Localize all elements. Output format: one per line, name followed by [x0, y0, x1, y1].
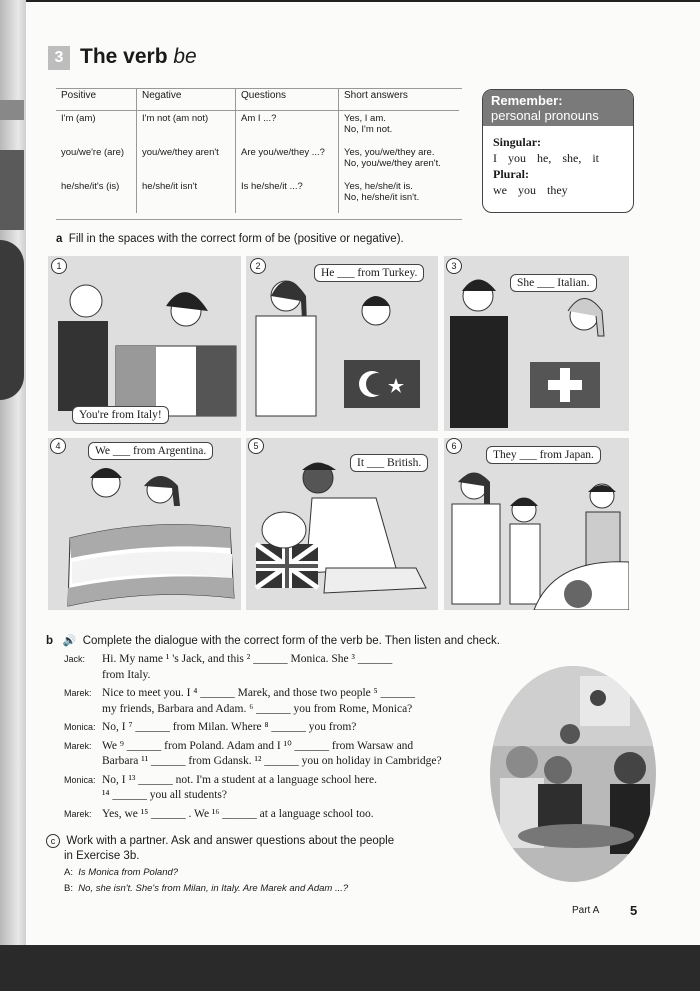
example-text: Is Monica from Poland? — [78, 867, 179, 878]
remember-header — [483, 90, 633, 126]
speech-bubble: They ___ from Japan. — [486, 446, 601, 464]
instruction-text: in Exercise 3b. — [64, 850, 140, 862]
bottom-shadow — [0, 945, 700, 991]
dialogue-line — [64, 739, 442, 755]
table-cell: Is he/she/it ...? — [236, 179, 339, 213]
dialogue — [64, 652, 442, 822]
exercise-a-instruction — [56, 233, 404, 245]
line-text: my friends, Barbara and Adam. ⁶ ______ you from Rome, Monica? — [102, 702, 413, 715]
short-answer-no: No, he/she/it isn't. — [344, 192, 420, 203]
illustration-panel-2 — [246, 256, 438, 431]
instruction-text: Complete the dialogue with the correct form of the verb be. Then listen and check. — [82, 635, 500, 647]
line-text: Yes, we ¹⁵ ______ . We ¹⁶ ______ at a language school too. — [102, 807, 374, 820]
speaker: Marek: — [64, 688, 92, 698]
exercise-letter: a — [56, 233, 63, 245]
speaker: Marek: — [64, 740, 92, 751]
singular-label: Singular: — [493, 135, 542, 149]
short-answer-no: No, you/we/they aren't. — [344, 158, 441, 169]
table-cell: you/we/they aren't — [137, 145, 236, 179]
table-cell: he/she/it isn't — [137, 179, 236, 213]
illustration-panel-4 — [48, 438, 241, 610]
spine-photo — [0, 150, 24, 230]
table-cell — [339, 111, 460, 146]
remember-subtitle: personal pronouns — [491, 108, 599, 123]
example-label: A: — [64, 867, 73, 878]
short-answer-yes: Yes, he/she/it is. — [344, 181, 413, 192]
audio-icon[interactable]: 🔊 — [62, 635, 77, 647]
instruction-text: Fill in the spaces with the correct form of be (positive or negative). — [68, 233, 404, 245]
illustration-panel-5 — [246, 438, 438, 610]
exercise-letter: c — [46, 834, 60, 848]
speech-bubble: You're from Italy! — [72, 406, 169, 424]
line-text: No, I ¹³ ______ not. I'm a student at a language school here. — [102, 773, 377, 786]
illustration-turkey — [246, 256, 438, 431]
speaker: Jack: — [64, 654, 86, 664]
speech-bubble: We ___ from Argentina. — [88, 442, 213, 460]
illustration-panel-3 — [444, 256, 629, 431]
panel-number: 3 — [446, 258, 462, 274]
illustration-argentina — [48, 438, 241, 610]
speech-bubble: She ___ Italian. — [510, 274, 597, 292]
line-text: Hi. My name ¹ 's Jack, and this ² ______ Monica. She ³ ______ — [102, 653, 393, 665]
example-text: No, she isn't. She's from Milan, in Italy. Are Marek and Adam ...? — [78, 883, 349, 894]
section-number: 3 — [48, 46, 70, 70]
exercise-c-instruction — [46, 834, 394, 864]
dialogue-line — [64, 652, 442, 668]
remember-title: Remember: — [491, 93, 563, 108]
table-cell: he/she/it's (is) — [61, 181, 120, 192]
table-row — [56, 145, 459, 179]
line-text: No, I ⁷ ______ from Milan. Where ⁸ ______ you from? — [102, 721, 357, 733]
table-row — [56, 179, 459, 213]
spine-shadow — [0, 100, 24, 120]
grammar-header-row — [56, 88, 459, 111]
speech-bubble: It ___ British. — [350, 454, 428, 472]
cafe-scene — [490, 666, 656, 882]
short-answer-yes: Yes, I am. — [344, 113, 386, 124]
example-a — [64, 867, 178, 878]
speaker: Marek: — [64, 808, 92, 819]
short-answer-no: No, I'm not. — [344, 124, 393, 135]
spine-figure — [0, 240, 24, 400]
table-cell: I'm (am) — [61, 113, 96, 124]
panel-number: 6 — [446, 438, 462, 454]
dialogue-line — [64, 807, 442, 823]
instruction-text: Work with a partner. Ask and answer questions about the people — [66, 835, 395, 847]
dialogue-line — [64, 773, 442, 789]
singular-pronouns: I you he, she, it — [493, 151, 599, 165]
header-negative: Negative — [137, 88, 236, 111]
top-border — [26, 0, 700, 2]
dialogue-line — [64, 686, 442, 702]
speaker: Monica: — [64, 774, 96, 785]
panel-number: 2 — [250, 258, 266, 274]
table-cell: Are you/we/they ...? — [236, 145, 339, 179]
table-row — [56, 111, 459, 146]
panel-number: 1 — [51, 258, 67, 274]
line-text: Barbara ¹¹ ______ from Gdansk. ¹² ______ you on holiday in Cambridge? — [102, 755, 442, 767]
header-short-answers: Short answers — [339, 88, 460, 111]
table-cell: I'm not (am not) — [137, 111, 236, 146]
table-cell — [339, 179, 460, 213]
table-cell: you/we're (are) — [61, 147, 125, 158]
speech-bubble: He ___ from Turkey. — [314, 264, 424, 282]
table-cell — [339, 145, 460, 179]
dialogue-line — [64, 720, 442, 736]
page-number: 5 — [630, 903, 638, 918]
dialogue-line — [64, 788, 442, 804]
section-title: The verb be — [80, 45, 197, 68]
dialogue-line — [64, 668, 442, 684]
panel-number: 5 — [248, 438, 264, 454]
exercise-letter: b — [46, 635, 54, 647]
line-text: from Italy. — [102, 668, 151, 681]
illustration-panel-6 — [444, 438, 629, 610]
line-text: ¹⁴ ______ you all students? — [102, 789, 228, 801]
plural-label: Plural: — [493, 167, 529, 181]
plural-pronouns: we you they — [493, 183, 568, 197]
panel-number: 4 — [50, 438, 66, 454]
dialogue-line — [64, 754, 442, 770]
example-b — [64, 883, 348, 894]
remember-box — [482, 89, 634, 213]
line-text: We ⁹ ______ from Poland. Adam and I ¹⁰ ______ from Warsaw and — [102, 739, 414, 752]
illustration-panel-1 — [48, 256, 241, 431]
footer-part: Part A — [572, 905, 600, 916]
table-cell: Am I ...? — [236, 111, 339, 146]
header-questions: Questions — [236, 88, 339, 111]
remember-body — [483, 126, 633, 202]
dialogue-line — [64, 702, 442, 718]
illustration-italy — [48, 256, 241, 431]
students-photo — [490, 666, 656, 882]
grammar-table — [56, 88, 459, 213]
line-text: Nice to meet you. I ⁴ ______ Marek, and those two people ⁵ ______ — [102, 687, 416, 699]
short-answer-yes: Yes, you/we/they are. — [344, 147, 435, 158]
exercise-b-instruction — [46, 634, 500, 647]
header-positive: Positive — [56, 88, 137, 111]
speaker: Monica: — [64, 722, 96, 732]
example-label: B: — [64, 883, 73, 894]
book-spine — [0, 0, 26, 945]
